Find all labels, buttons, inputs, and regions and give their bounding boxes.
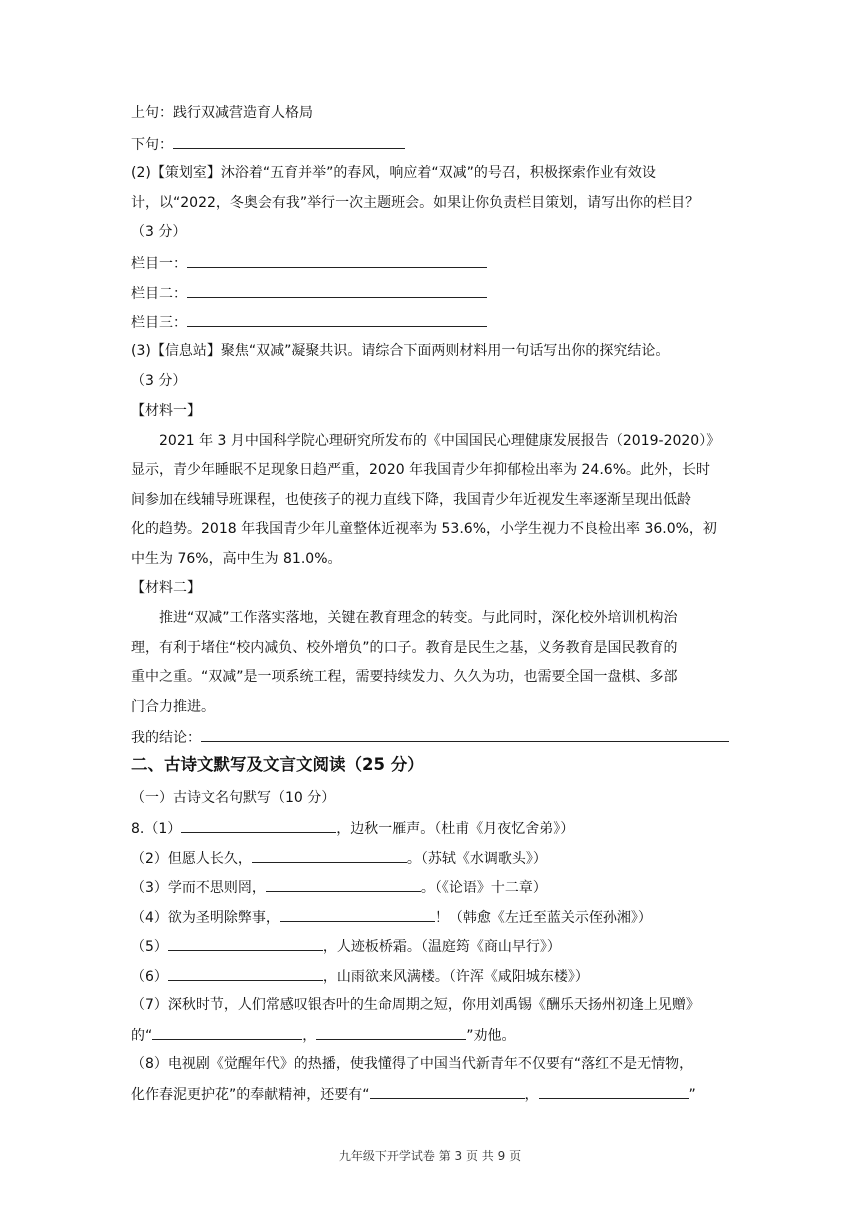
q8-item-5: （5） ，人迹板桥霜。（温庭筠《商山早行》） xyxy=(131,935,561,957)
conclusion-row xyxy=(131,726,729,748)
material2-line: 推进“双减”工作落实落地，关键在教育理念的转变。与此同时，深化校外培训机构治 xyxy=(159,610,678,626)
column-row-2 xyxy=(131,282,487,304)
material1-line: 显示，青少年睡眠不足现象日趋严重，2020 年我国青少年抑郁检出率为 24.6%。此外，长时 xyxy=(131,462,711,478)
answer-blank[interactable] xyxy=(152,1024,302,1040)
q8-item-3: （3）学而不思则罔， 。（《论语》十二章） xyxy=(131,876,547,898)
answer-blank[interactable] xyxy=(168,965,323,981)
q7-2-line1: (2)【策划室】沐浴着“五育并举”的春风，响应着“双减”的号召，积极探索作业有效设 xyxy=(131,165,656,181)
answer-blank[interactable] xyxy=(316,1024,466,1040)
column-label-2: 栏目二： xyxy=(131,286,187,302)
q7-3-line1: (3)【信息站】聚焦“双减”凝聚共识。请综合下面两则材料用一句话写出你的探究结论。 xyxy=(131,343,670,359)
subsection-heading: （一）古诗文名句默写（10 分） xyxy=(131,790,336,806)
answer-blank[interactable] xyxy=(173,133,405,149)
conclusion-label: 我的结论： xyxy=(131,730,201,746)
material1-line: 2021 年 3 月中国科学院心理研究所发布的《中国国民心理健康发展报告（2019-2020）》 xyxy=(159,433,721,449)
q8-item-2: （2）但愿人长久， 。（苏轼《水调歌头》） xyxy=(131,847,547,869)
q8-item-6: （6） ，山雨欲来风满楼。（许浑《咸阳城东楼》） xyxy=(131,965,589,987)
material2-line: 重中之重。“双减”是一项系统工程，需要持续发力、久久为功，也需要全国一盘棋、多部 xyxy=(131,669,678,685)
answer-blank[interactable] xyxy=(252,847,407,863)
answer-blank[interactable] xyxy=(266,876,421,892)
answer-blank[interactable] xyxy=(187,311,487,327)
q7-2-line2: 计，以“2022，冬奥会有我”举行一次主题班会。如果让你负责栏目策划，请写出你的栏目？ xyxy=(131,195,700,211)
answer-blank[interactable] xyxy=(181,817,336,833)
material2-line: 理，有利于堵住“校内减负、校外增负”的口子。教育是民生之基，义务教育是国民教育的 xyxy=(131,640,678,656)
material1-line: 间参加在线辅导班课程，也使孩子的视力直线下降，我国青少年近视发生率逐渐呈现出低龄 xyxy=(131,492,691,508)
section-heading: 二、古诗文默写及文言文阅读（25 分） xyxy=(131,755,424,774)
material1-line: 中生为 76%，高中生为 81.0%。 xyxy=(131,551,342,567)
answer-blank[interactable] xyxy=(370,1083,525,1099)
q8-7-line2: 的“ ， ”劝他。 xyxy=(131,1024,516,1046)
material1-line: 化的趋势。2018 年我国青少年儿童整体近视率为 53.6%，小学生视力不良检出率 36.0%，初 xyxy=(131,521,717,537)
q8-8-line2: 化作春泥更护花”的奉献精神，还要有“ ， ” xyxy=(131,1083,696,1105)
q8-item-4: （4）欲为圣明除弊事， ！（韩愈《左迁至蓝关示侄孙湘》） xyxy=(131,906,652,928)
lower-couplet-label: 下句： xyxy=(131,137,173,153)
column-row-1 xyxy=(131,252,487,274)
column-row-3 xyxy=(131,311,487,333)
answer-blank[interactable] xyxy=(168,935,323,951)
answer-blank[interactable] xyxy=(280,906,435,922)
column-label-3: 栏目三： xyxy=(131,315,187,331)
q8-item-1: 8.（1） ，边秋一雁声。（杜甫《月夜忆舍弟》） xyxy=(131,817,574,839)
column-label-1: 栏目一： xyxy=(131,256,187,272)
q8-7-line1: （7）深秋时节，人们常感叹银杏叶的生命周期之短，你用刘禹锡《酬乐天扬州初逢上见赠》 xyxy=(131,997,700,1013)
q7-3-score: （3 分） xyxy=(131,373,187,389)
q8-8-line1: （8）电视剧《觉醒年代》的热播，使我懂得了中国当代新青年不仅要有“落红不是无情物， xyxy=(131,1056,694,1072)
material1-title: 【材料一】 xyxy=(131,403,201,419)
material2-title: 【材料二】 xyxy=(131,580,201,596)
answer-blank[interactable] xyxy=(539,1083,689,1099)
q7-2-score: （3 分） xyxy=(131,224,187,240)
answer-blank[interactable] xyxy=(187,252,487,268)
answer-blank[interactable] xyxy=(201,726,729,742)
page-footer: 九年级下开学试卷 第 3 页 共 9 页 xyxy=(338,1149,522,1163)
lower-couplet-row xyxy=(131,133,405,155)
upper-couplet: 上句：践行双减营造育人格局 xyxy=(131,105,313,121)
material2-line: 门合力推进。 xyxy=(131,699,215,715)
answer-blank[interactable] xyxy=(187,282,487,298)
